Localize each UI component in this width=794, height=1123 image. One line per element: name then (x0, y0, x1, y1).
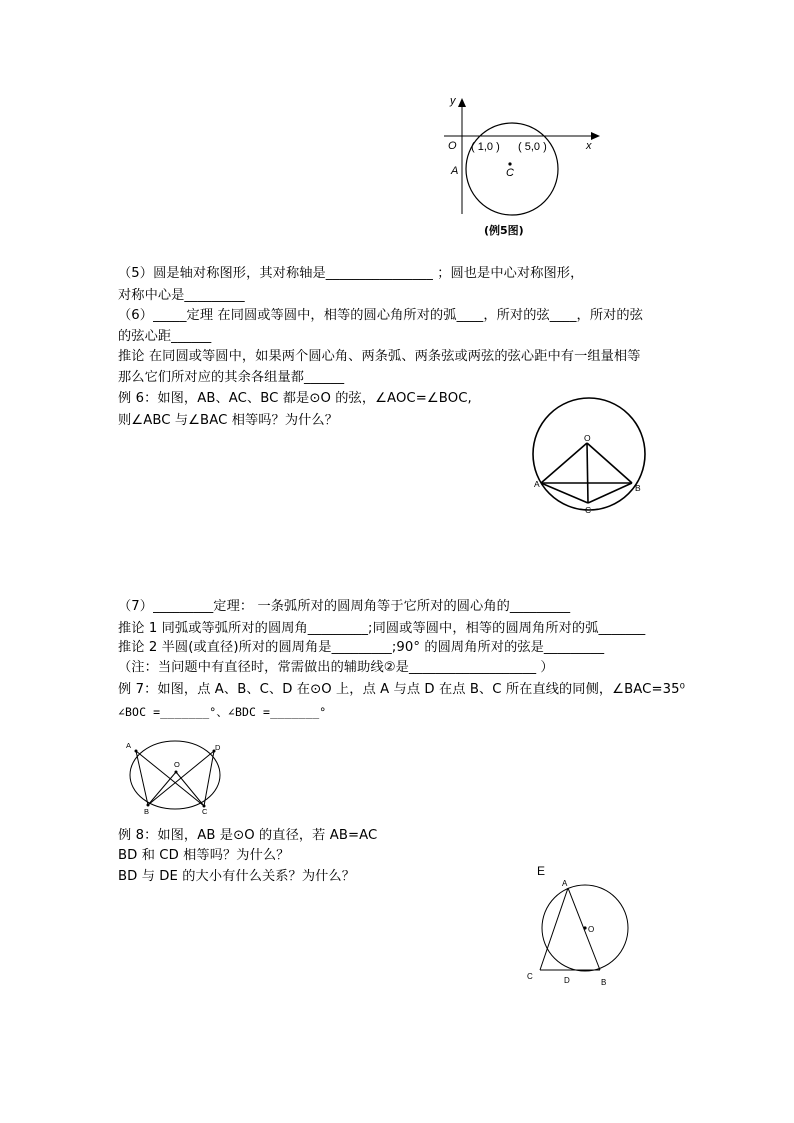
circle-o (533, 398, 645, 510)
label-x: x (586, 140, 592, 152)
example-6-figure (526, 395, 656, 520)
label-o: O (174, 760, 180, 769)
corollary-line-1: 推论 在同圆或等圆中，如果两个圆心角、两条弧、两条弦或两弦的弦心距中有一组量相等 (118, 349, 641, 364)
item-6-line-1: （6）_____定理 在同圆或等圆中，相等的圆心角所对的弧____，所对的弦____，所对的弦 (118, 308, 643, 323)
example-6-line-1: 例 6：如图，AB、AC、BC 都是⊙O 的弦，∠AOC=∠BOC, (118, 391, 472, 406)
label-a: A (534, 479, 540, 489)
label-c: C (506, 167, 514, 179)
example-7-figure (122, 737, 226, 815)
item-5-line-1: （5）圆是轴对称图形，其对称轴是________________ ；圆也是中心对称图形， (118, 266, 584, 281)
center-c-dot (508, 162, 511, 165)
example-6-line-2: 则∠ABC 与∠BAC 相等吗？为什么？ (118, 413, 338, 428)
example-7-line-2: ∠BOC =_______°、∠BDC =_______° (118, 705, 327, 719)
item-6-line-2: 的弦心距______ (118, 329, 212, 344)
label-e: E (537, 864, 546, 878)
label-b: B (601, 978, 607, 987)
label-b: B (635, 483, 641, 493)
example-8-line-1: 例 8：如图，AB 是⊙O 的直径，若 AB=AC (118, 828, 378, 843)
example-8-line-3: BD 与 DE 的大小有什么关系？为什么？ (118, 869, 355, 884)
label-a: A (451, 165, 459, 177)
label-y: y (450, 95, 456, 107)
circle-o (130, 741, 220, 809)
label-c: C (585, 505, 592, 515)
note-line: （注：当问题中有直径时，常需做出的辅助线②是___________________ ） (118, 660, 554, 675)
label-d: D (564, 976, 570, 985)
example-8-line-2: BD 和 CD 相等吗？为什么？ (118, 848, 290, 863)
corollary-2-line: 推论 2 半圆(或直径)所对的圆周角是_________;90° 的圆周角所对的弦是_________ (118, 640, 605, 655)
example-7-line-1: 例 7：如图，点 A、B、C、D 在⊙O 上，点 A 与点 D 在点 B、C 所在直线的同侧，∠BAC=35⁰ (118, 682, 685, 697)
y-arrow-icon (458, 98, 466, 107)
label-c: C (202, 807, 208, 816)
example-5-figure (440, 92, 610, 220)
label-a: A (126, 741, 132, 750)
label-d: D (215, 743, 221, 752)
item-5-line-2: 对称中心是_________ (118, 288, 245, 303)
label-a: A (562, 879, 568, 888)
example-8-figure (522, 860, 642, 990)
point-5-0: ( 5,0 ) (518, 141, 547, 153)
label-c: C (527, 972, 533, 981)
label-o: O (588, 925, 595, 934)
label-o: O (584, 433, 591, 443)
item-7-line: （7）_________定理： 一条弧所对的圆周角等于它所对的圆心角的_________ (118, 599, 571, 614)
corollary-line-2: 那么它们所对应的其余各组量都______ (118, 370, 345, 385)
example-5-caption: (例5图) (484, 224, 524, 237)
corollary-1-line: 推论 1 同弧或等弧所对的圆周角_________;同圆或等圆中，相等的圆周角所对的弧_______ (118, 621, 646, 636)
label-o: O (448, 140, 457, 152)
center-o-dot (583, 926, 586, 929)
x-arrow-icon (591, 132, 600, 140)
point-1-0: ( 1,0 ) (471, 141, 500, 153)
label-b: B (144, 807, 150, 816)
